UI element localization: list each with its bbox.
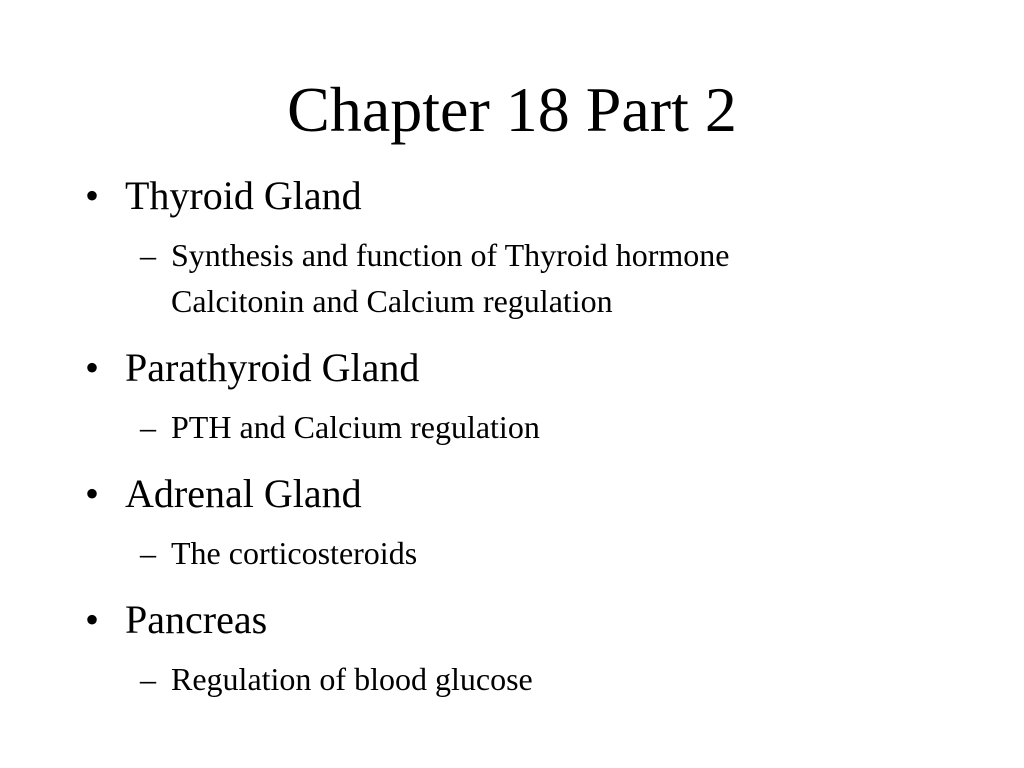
slide-title: Chapter 18 Part 2 (287, 74, 737, 145)
bullet-label: Parathyroid Gland (125, 345, 420, 390)
sub-bullet-label: PTH and Calcium regulation (171, 409, 540, 445)
dash-icon: – (140, 409, 156, 445)
spacer (85, 392, 985, 404)
bullet-icon: • (85, 597, 100, 642)
dash-icon: – (140, 661, 156, 697)
bullet-item (85, 470, 985, 518)
sub-bullet-label: The corticosteroids (171, 535, 418, 571)
sub-bullet-item (85, 530, 985, 576)
bullet-icon: • (85, 471, 100, 516)
dash-icon: – (140, 535, 156, 571)
bullet-label: Adrenal Gland (125, 471, 362, 516)
spacer (85, 576, 985, 596)
spacer (85, 220, 985, 232)
sub-bullet-item (85, 232, 985, 278)
bullet-item (85, 172, 985, 220)
spacer (85, 324, 985, 344)
bullet-icon: • (85, 345, 100, 390)
spacer (85, 518, 985, 530)
bullet-item (85, 596, 985, 644)
sub-bullet-label: Synthesis and function of Thyroid hormone (171, 237, 730, 273)
spacer (85, 644, 985, 656)
bullet-label: Thyroid Gland (125, 173, 362, 218)
spacer (85, 450, 985, 470)
bullet-icon: • (85, 173, 100, 218)
sub-bullet-label: Calcitonin and Calcium regulation (171, 283, 613, 319)
sub-bullet-item (85, 404, 985, 450)
sub-bullet-label: Regulation of blood glucose (171, 661, 533, 697)
bullet-label: Pancreas (125, 597, 268, 642)
sub-bullet-continuation (85, 278, 985, 324)
bullet-list (85, 172, 985, 702)
bullet-item (85, 344, 985, 392)
dash-icon: – (140, 237, 156, 273)
sub-bullet-item (85, 656, 985, 702)
